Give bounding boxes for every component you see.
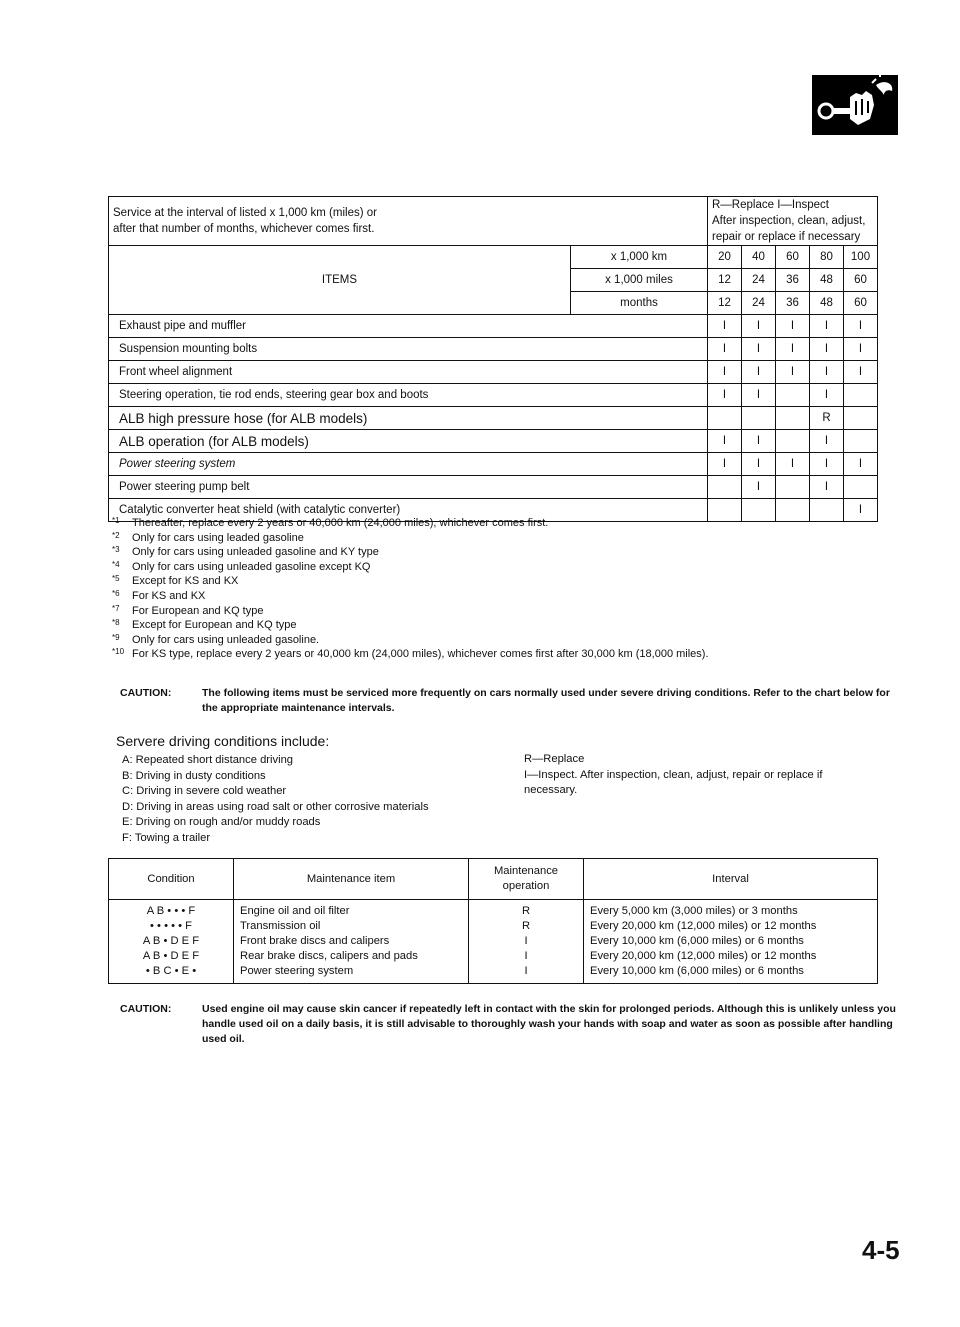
schedule-cell: I — [708, 361, 742, 384]
unit-value: 60 — [844, 292, 878, 315]
interval-note-line-2: after that number of months, whichever comes first. — [113, 223, 375, 235]
condition-item: A: Repeated short distance driving — [122, 754, 294, 766]
footnote-mark: *9 — [112, 632, 120, 642]
unit-km: x 1,000 km — [571, 246, 708, 269]
caution-text: The following items must be serviced more frequently on cars normally used under severe driving conditions. Refer to the chart below for the appropriate maintenance intervals. — [202, 687, 890, 714]
item-name: Power steering pump belt — [109, 476, 708, 499]
footnote — [112, 545, 912, 560]
footnote-text: Thereafter, replace every 2 years or 40,000 km (24,000 miles), whichever comes first. — [132, 517, 549, 529]
schedule-cell: I — [742, 476, 776, 499]
footnote-text: For European and KQ type — [132, 604, 264, 617]
condition-item: C: Driving in severe cold weather — [122, 785, 287, 798]
footnote-mark: *8 — [112, 618, 120, 628]
severe-conditions-list — [122, 753, 429, 847]
footnote-mark: *3 — [112, 545, 120, 555]
schedule-cell: I — [810, 384, 844, 407]
schedule-cell: I — [810, 338, 844, 361]
condition-item: F: Towing a trailer — [122, 831, 211, 844]
item-name: ALB high pressure hose (for ALB models) — [109, 407, 708, 430]
operation-code: I — [524, 965, 528, 977]
footnote-mark: *2 — [112, 530, 120, 540]
interval-note-line-1: Service at the interval of listed x 1,000 km (miles) or — [113, 207, 377, 219]
table-row — [109, 430, 878, 453]
maintenance-item: Power steering system — [240, 965, 354, 977]
maintenance-item: Transmission oil — [240, 920, 321, 932]
schedule-cell: I — [708, 338, 742, 361]
schedule-cell — [708, 407, 742, 430]
maintenance-item: Front brake discs and calipers — [240, 935, 390, 947]
schedule-cell: I — [776, 338, 810, 361]
unit-value: 24 — [742, 292, 776, 315]
schedule-cell: I — [708, 430, 742, 453]
schedule-cell: I — [742, 315, 776, 338]
footnote-text: For KS and KX — [132, 589, 206, 602]
wrench-hand-icon — [812, 75, 898, 135]
footnote-mark: *5 — [112, 574, 120, 584]
replace-inspect-legend — [708, 197, 878, 246]
legend-line-1: R—Replace I—Inspect — [712, 199, 829, 211]
maintenance-schedule-table — [108, 196, 878, 522]
footnote-mark: *7 — [112, 603, 120, 613]
col-interval: Interval — [584, 859, 878, 900]
caution-label: CAUTION: — [120, 1003, 172, 1015]
schedule-cell — [776, 384, 810, 407]
table-row — [109, 407, 878, 430]
severe-legend — [524, 752, 874, 799]
caution-label: CAUTION: — [120, 687, 172, 699]
schedule-cell: I — [844, 338, 878, 361]
table-row — [109, 384, 878, 407]
footnote — [112, 574, 912, 589]
schedule-cell — [844, 407, 878, 430]
maintenance-item-cell — [234, 900, 469, 984]
schedule-cell: I — [810, 453, 844, 476]
operation-code: R — [521, 920, 531, 932]
unit-value: 48 — [810, 292, 844, 315]
schedule-cell: I — [708, 453, 742, 476]
unit-value: 100 — [844, 246, 878, 269]
schedule-cell: I — [810, 361, 844, 384]
col-maintenance-item: Maintenance item — [234, 859, 469, 900]
table-row — [109, 338, 878, 361]
schedule-cell: I — [742, 430, 776, 453]
maintenance-item: Rear brake discs, calipers and pads — [240, 950, 418, 962]
footnote-text: Only for cars using leaded gasoline — [132, 531, 304, 544]
condition-item: B: Driving in dusty conditions — [122, 769, 266, 782]
footnote — [112, 618, 912, 633]
schedule-cell: I — [810, 476, 844, 499]
item-name: Front wheel alignment — [109, 361, 708, 384]
unit-value: 60 — [844, 269, 878, 292]
schedule-cell — [776, 430, 810, 453]
schedule-cell — [844, 430, 878, 453]
legend-inspect: I—Inspect. After inspection, clean, adjust, repair or replace if necessary. — [524, 768, 823, 797]
table-row — [109, 315, 878, 338]
schedule-cell — [844, 384, 878, 407]
severe-conditions-caution — [120, 686, 900, 716]
caution-text: Used engine oil may cause skin cancer if repeatedly left in contact with the skin for prolonged periods. Although this is unlikely unless you handle used oil on a daily basis, it is still advisable to thoroughly wash your hands with soap and water as soon as possible after handling used oil. — [202, 1003, 896, 1045]
interval-text: Every 20,000 km (12,000 miles) or 12 months — [590, 950, 817, 962]
severe-conditions-heading: Servere driving conditions include: — [116, 733, 330, 749]
schedule-cell: I — [742, 453, 776, 476]
col-condition: Condition — [109, 859, 234, 900]
item-name: Steering operation, tie rod ends, steering gear box and boots — [109, 384, 708, 407]
unit-value: 20 — [708, 246, 742, 269]
schedule-cell: I — [742, 361, 776, 384]
col-maintenance-operation: Maintenance operation — [469, 859, 584, 900]
schedule-cell: I — [776, 315, 810, 338]
used-oil-caution — [120, 1002, 900, 1047]
operation-code: I — [524, 935, 528, 947]
schedule-cell: I — [708, 384, 742, 407]
unit-value: 48 — [810, 269, 844, 292]
item-name: Exhaust pipe and muffler — [109, 315, 708, 338]
table-row — [109, 453, 878, 476]
schedule-cell: R — [810, 407, 844, 430]
interval-text: Every 5,000 km (3,000 miles) or 3 months — [590, 905, 798, 917]
schedule-cell: I — [810, 430, 844, 453]
schedule-cell: I — [742, 338, 776, 361]
condition-cell — [109, 900, 234, 984]
interval-text: Every 10,000 km (6,000 miles) or 6 months — [590, 965, 804, 977]
operation-cell — [469, 900, 584, 984]
condition-code: • • • • • F — [150, 920, 192, 932]
unit-value: 36 — [776, 269, 810, 292]
item-name: Suspension mounting bolts — [109, 338, 708, 361]
unit-months: months — [571, 292, 708, 315]
footnote-mark: *1 — [112, 516, 120, 525]
unit-value: 12 — [708, 292, 742, 315]
unit-value: 80 — [810, 246, 844, 269]
schedule-cell: I — [708, 315, 742, 338]
unit-value: 36 — [776, 292, 810, 315]
schedule-cell: I — [844, 453, 878, 476]
interval-text: Every 20,000 km (12,000 miles) or 12 months — [590, 920, 817, 932]
interval-text: Every 10,000 km (6,000 miles) or 6 months — [590, 935, 804, 947]
legend-line-2: After inspection, clean, adjust, repair or replace if necessary — [712, 215, 866, 243]
unit-value: 60 — [776, 246, 810, 269]
footnote — [112, 560, 912, 575]
footnote-text: Except for KS and KX — [132, 575, 239, 588]
footnote-text: Only for cars using unleaded gasoline and KY type — [132, 546, 379, 559]
footnote — [112, 604, 912, 619]
footnote-text: For KS type, replace every 2 years or 40,000 km (24,000 miles), whichever comes first after 30,000 km (18,000 miles). — [132, 648, 709, 661]
unit-miles: x 1,000 miles — [571, 269, 708, 292]
schedule-cell: I — [776, 361, 810, 384]
schedule-cell — [844, 476, 878, 499]
unit-value: 40 — [742, 246, 776, 269]
schedule-cell — [776, 407, 810, 430]
footnote-text: Only for cars using unleaded gasoline. — [132, 633, 320, 646]
schedule-cell: I — [776, 453, 810, 476]
condition-code: • B C • E • — [145, 965, 197, 977]
items-header: ITEMS — [109, 246, 571, 315]
footnote-mark: *4 — [112, 559, 120, 569]
schedule-cell: I — [810, 315, 844, 338]
operation-code: I — [524, 950, 528, 962]
footnote — [112, 516, 912, 531]
footnote-mark: *6 — [112, 588, 120, 598]
condition-item: E: Driving on rough and/or muddy roads — [122, 816, 321, 829]
footnote — [112, 531, 912, 546]
condition-item: D: Driving in areas using road salt or other corrosive materials — [122, 800, 429, 813]
item-name: ALB operation (for ALB models) — [109, 430, 708, 453]
severe-conditions-table — [108, 858, 878, 984]
schedule-cell: I — [844, 315, 878, 338]
footnotes — [112, 516, 912, 662]
footnote — [112, 589, 912, 604]
schedule-cell: I — [844, 361, 878, 384]
item-name: Power steering system — [109, 453, 708, 476]
table-row — [109, 476, 878, 499]
schedule-cell: I — [844, 499, 878, 522]
footnote-text: Only for cars using unleaded gasoline except KQ — [132, 560, 371, 573]
legend-replace: R—Replace — [524, 753, 585, 765]
item-name: Catalytic converter heat shield (with catalytic converter) — [109, 499, 708, 522]
schedule-cell — [742, 407, 776, 430]
footnote — [112, 647, 912, 662]
operation-code: R — [521, 905, 531, 917]
condition-code: A B • D E F — [142, 935, 200, 947]
unit-value: 12 — [708, 269, 742, 292]
schedule-cell — [776, 476, 810, 499]
condition-code: A B • • • F — [146, 905, 196, 917]
maintenance-item: Engine oil and oil filter — [240, 905, 350, 917]
schedule-cell — [708, 476, 742, 499]
page-number: 4-5 — [862, 1235, 900, 1265]
condition-code: A B • D E F — [142, 950, 200, 962]
unit-value: 24 — [742, 269, 776, 292]
interval-cell — [584, 900, 878, 984]
interval-legend — [109, 197, 708, 246]
footnote — [112, 633, 912, 648]
table-row — [109, 361, 878, 384]
schedule-cell: I — [742, 384, 776, 407]
footnote-mark: *10 — [112, 647, 125, 657]
footnote-text: Except for European and KQ type — [132, 619, 297, 632]
